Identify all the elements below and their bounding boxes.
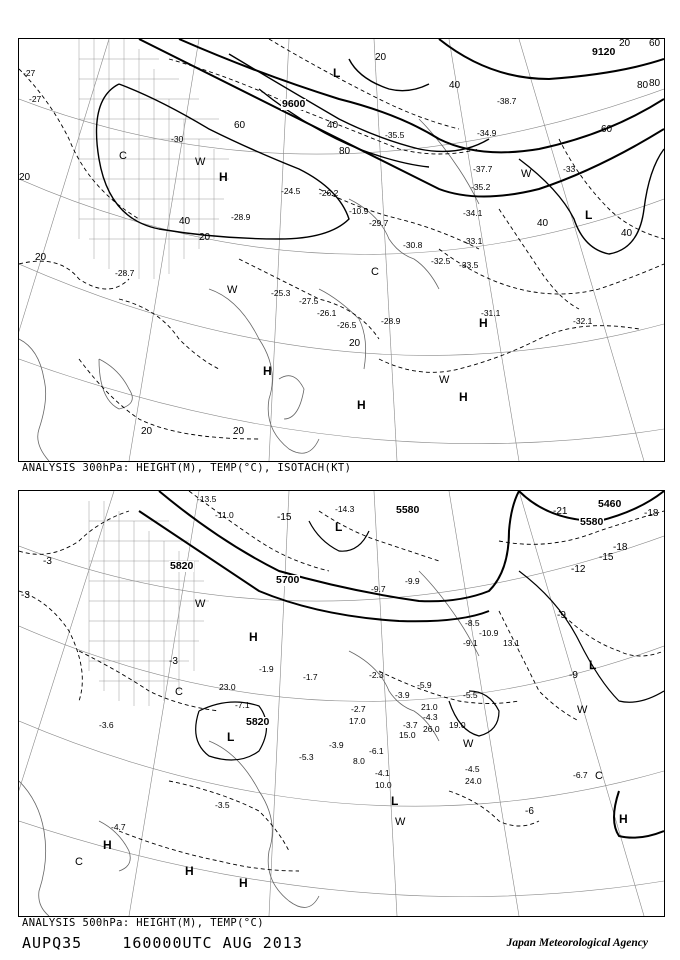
- isotach-label: 80: [637, 80, 649, 91]
- graticule-500: [19, 491, 664, 916]
- station-temp: -6.7: [573, 770, 588, 780]
- meridian: [19, 491, 114, 916]
- isotach-label: 60: [234, 120, 246, 131]
- meridian: [129, 39, 199, 461]
- low-marker: L: [333, 66, 341, 80]
- height-label: 5580: [396, 504, 420, 516]
- station-temp: 19.0: [449, 720, 466, 730]
- coast: [19, 339, 49, 461]
- isotach-label: 40: [537, 218, 549, 229]
- station-temp: -6.1: [369, 746, 384, 756]
- station-temp: -1.7: [303, 672, 318, 682]
- isotherm: [19, 261, 129, 289]
- station-temp: -8.5: [465, 618, 480, 628]
- station-temp: -4.1: [375, 768, 390, 778]
- station-temp: -3.9: [329, 740, 344, 750]
- station-temp: -1.9: [259, 664, 274, 674]
- station-temp: 24.0: [465, 776, 482, 786]
- station-temp: -3.5: [215, 800, 230, 810]
- chart-300-caption: ANALYSIS 300hPa: HEIGHT(M), TEMP(°C), ISOTACH(KT): [22, 462, 352, 474]
- station-temp: 23.0: [219, 682, 236, 692]
- isotach-label: 80: [649, 78, 661, 89]
- isotherm: [269, 39, 459, 129]
- chart-500-caption: ANALYSIS 500hPa: HEIGHT(M), TEMP(°C): [22, 917, 264, 929]
- isotherm: [439, 249, 664, 294]
- station-temp: -10.9: [349, 206, 369, 216]
- cold-marker: C: [119, 150, 127, 162]
- high-marker: H: [239, 876, 248, 890]
- high-marker: H: [479, 316, 488, 330]
- high-marker: H: [459, 390, 468, 404]
- station-temp: 10.0: [375, 780, 392, 790]
- height-contours-300: [139, 39, 664, 197]
- warm-marker: W: [195, 156, 206, 168]
- isotherm: [169, 59, 479, 154]
- station-temp: -33.5: [459, 260, 479, 270]
- station-temp: 13.1: [503, 638, 520, 648]
- station-temp: -10.9: [479, 628, 499, 638]
- high-marker: H: [263, 364, 272, 378]
- meridian: [374, 491, 397, 916]
- cold-marker: C: [595, 770, 603, 782]
- warm-marker: W: [195, 598, 206, 610]
- station-temp: -9.9: [405, 576, 420, 586]
- station-temp: -26.1: [317, 308, 337, 318]
- high-marker: H: [103, 838, 112, 852]
- high-marker: H: [185, 864, 194, 878]
- station-temp: -35.2: [471, 182, 491, 192]
- isotach-label: 40: [179, 216, 191, 227]
- isotherm: [169, 781, 289, 851]
- isotherm-label: -9: [557, 610, 566, 621]
- height-label: 9120: [592, 46, 616, 58]
- station-temp: -5.9: [417, 680, 432, 690]
- height-label: 9600: [282, 98, 306, 110]
- station-temp: -34.1: [463, 208, 483, 218]
- high-marker: H: [357, 398, 366, 412]
- isotherm-label: -15: [599, 552, 614, 563]
- warm-marker: W: [227, 284, 238, 296]
- station-temp: -26.2: [319, 188, 339, 198]
- lat-arc: [19, 721, 664, 806]
- isotherm-solid: [519, 571, 664, 702]
- height-label: 5700: [276, 574, 300, 586]
- station-temp: -4.5: [465, 764, 480, 774]
- station-temp: -28.7: [115, 268, 135, 278]
- coast: [19, 781, 49, 916]
- station-temp: -30.8: [403, 240, 423, 250]
- station-temp: -9.1: [463, 638, 478, 648]
- isotherm: [499, 611, 579, 721]
- coast: [99, 359, 132, 409]
- isotach: [349, 59, 429, 91]
- isotherm-label: -18: [644, 508, 659, 519]
- isotherm-label: -3: [21, 590, 30, 601]
- station-temp: -31.1: [481, 308, 501, 318]
- station-temp: -37.7: [473, 164, 493, 174]
- lat-arc: [19, 536, 664, 601]
- station-temp: 26.0: [423, 724, 440, 734]
- station-temp: -33: [563, 164, 576, 174]
- isotherm-label: -12: [571, 564, 586, 575]
- chart-500hpa-map: [19, 491, 664, 916]
- chart-300hpa: [18, 38, 665, 462]
- station-temp: -5.3: [299, 752, 314, 762]
- height-contour: [139, 39, 664, 197]
- warm-marker: W: [521, 168, 532, 180]
- hatched-region-300: [79, 39, 229, 279]
- station-temp: -5.5: [463, 690, 478, 700]
- station-temp: -26.5: [337, 320, 357, 330]
- station-temp: -4.7: [111, 822, 126, 832]
- bulletin-time: 160000UTC AUG 2013: [122, 934, 303, 952]
- station-temp: 15.0: [399, 730, 416, 740]
- isotach-label: 40: [327, 120, 339, 131]
- bulletin-header: [22, 934, 303, 952]
- bulletin-code: AUPQ35: [22, 934, 83, 952]
- low-marker: L: [585, 208, 593, 222]
- station-temp: -35.5: [385, 130, 405, 140]
- chart-500hpa: [18, 490, 665, 917]
- coast: [209, 741, 319, 907]
- isotherm: [319, 189, 479, 249]
- isotach-label: 60: [649, 38, 661, 49]
- isotach-label: 20: [233, 426, 245, 437]
- warm-marker: W: [577, 704, 588, 716]
- high-marker: H: [619, 812, 628, 826]
- height-contours-500: [139, 491, 664, 838]
- station-temp: -30: [171, 134, 184, 144]
- low-marker: L: [391, 794, 399, 808]
- isotach-label: 20: [35, 252, 47, 263]
- isotach-label: 20: [375, 52, 387, 63]
- height-label: 5820: [170, 560, 194, 572]
- height-label: 5820: [246, 716, 270, 728]
- agency-name: Japan Meteorological Agency: [506, 937, 648, 949]
- station-temp: -33.1: [463, 236, 483, 246]
- station-temp: -14.3: [335, 504, 355, 514]
- isotherm-label: -15: [277, 512, 292, 523]
- coast: [279, 376, 304, 419]
- isotach-label: 40: [449, 80, 461, 91]
- isotach-label: 60: [601, 124, 613, 135]
- isotherm: [379, 326, 639, 373]
- height-contour: [439, 39, 664, 79]
- low-marker: L: [335, 520, 343, 534]
- station-temp: -3.9: [395, 690, 410, 700]
- isotherm-label: -18: [613, 542, 628, 553]
- meridian: [269, 491, 292, 916]
- cold-marker: C: [371, 266, 379, 278]
- graticule-300: [19, 39, 664, 461]
- height-label: 5580: [580, 516, 604, 528]
- chart-300hpa-map: [19, 39, 664, 461]
- station-temp: -7.1: [235, 700, 250, 710]
- isotach-label: 80: [339, 146, 351, 157]
- isotherm: [19, 591, 82, 701]
- warm-marker: W: [395, 816, 406, 828]
- station-temp: -3.6: [99, 720, 114, 730]
- lat-arc: [19, 626, 664, 701]
- isotherm: [319, 511, 439, 561]
- lat-arc: [19, 179, 664, 254]
- lat-arc: [19, 359, 664, 444]
- station-temp: -32.1: [573, 316, 593, 326]
- high-marker: H: [219, 170, 228, 184]
- isotherm: [79, 359, 259, 439]
- isotherm-label: -3: [43, 556, 52, 567]
- coastline-300: [19, 119, 479, 461]
- isotherm: [19, 511, 129, 554]
- station-temp: -27: [23, 68, 36, 78]
- isotherm: [559, 139, 664, 239]
- isotherm-label: -21: [553, 506, 568, 517]
- isotach-label: 20: [141, 426, 153, 437]
- isotach-label: 20: [349, 338, 361, 349]
- station-temp: -3.7: [403, 720, 418, 730]
- cold-marker: C: [75, 856, 83, 868]
- hatch-v: [89, 501, 194, 706]
- meridian: [374, 39, 397, 461]
- warm-marker: W: [439, 374, 450, 386]
- isotherm: [119, 299, 219, 369]
- height-label: 5460: [598, 498, 622, 510]
- station-temp: -4.3: [423, 712, 438, 722]
- warm-marker: W: [463, 738, 474, 750]
- coastline-500: [19, 571, 479, 916]
- station-temp: -32.5: [431, 256, 451, 266]
- station-temp: -38.7: [497, 96, 517, 106]
- high-marker: H: [249, 630, 258, 644]
- isotach-label: 20: [619, 38, 631, 49]
- station-temp: -27.5: [299, 296, 319, 306]
- station-temp: -2.7: [351, 704, 366, 714]
- station-temp: -2.3: [369, 670, 384, 680]
- station-temp: -27: [29, 94, 42, 104]
- low-marker: L: [589, 658, 597, 672]
- station-temp: -25.3: [271, 288, 291, 298]
- station-temp: -11.0: [215, 510, 234, 520]
- station-temp: -34.9: [477, 128, 497, 138]
- isotach: [519, 149, 664, 254]
- station-temp: -24.5: [281, 186, 301, 196]
- station-temp: -13.5: [197, 494, 217, 504]
- station-temp: -28.9: [231, 212, 251, 222]
- isotherm-label: -6: [525, 806, 534, 817]
- station-temp: -28.9: [381, 316, 401, 326]
- meridian: [449, 491, 519, 916]
- station-temp: -29.7: [369, 218, 389, 228]
- isotherm-label: -3: [169, 656, 178, 667]
- low-marker: L: [227, 730, 235, 744]
- station-temp: 8.0: [353, 756, 365, 766]
- isotach-label: 40: [621, 228, 633, 239]
- hatched-region-500: [89, 501, 209, 706]
- isotherm-label: -9: [569, 670, 578, 681]
- station-temp: 17.0: [349, 716, 366, 726]
- station-temp: 21.0: [421, 702, 438, 712]
- isotach-label: 20: [19, 172, 31, 183]
- cold-marker: C: [175, 686, 183, 698]
- station-temp: -9.7: [371, 584, 386, 594]
- isotach-label: 20: [199, 232, 211, 243]
